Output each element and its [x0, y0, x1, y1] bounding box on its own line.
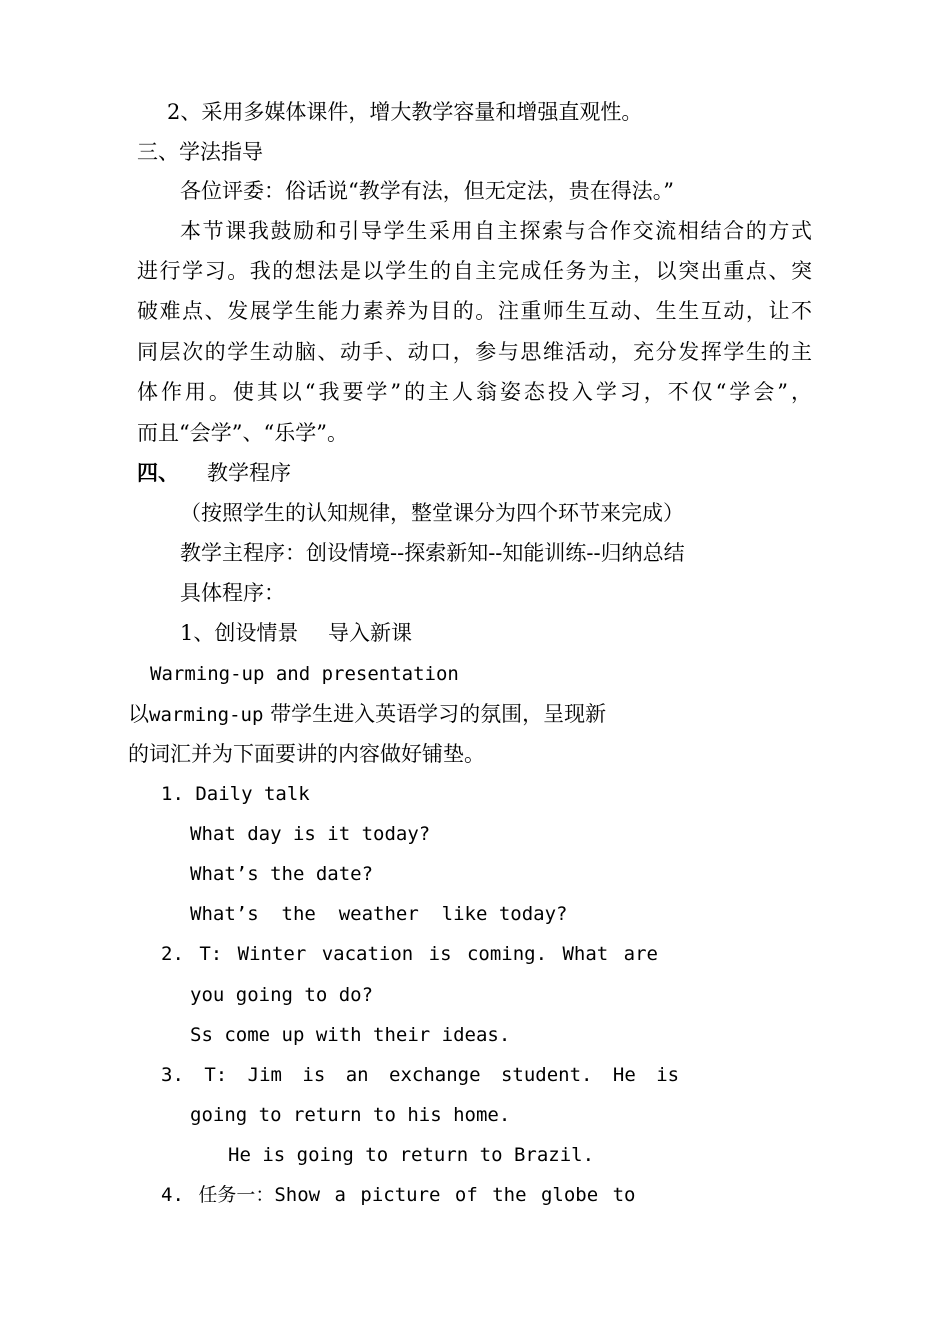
section-heading: 三、学法指导 — [137, 140, 263, 164]
text-line: 的词汇并为下面要讲的内容做好铺垫。 — [128, 742, 485, 766]
text-line: 2、采用多媒体课件，增大教学容量和增强直观性。 — [167, 100, 643, 124]
paragraph-line: 破难点、发展学生能力素养为目的。注重师生互动、生生互动，让不 — [137, 299, 812, 323]
text-segment: 以 — [128, 702, 149, 726]
paragraph-line: 体作用。使其以“我要学”的主人翁姿态投入学习，不仅“学会”， — [137, 380, 812, 404]
english-line: What day is it today? — [190, 823, 431, 845]
paragraph-line: 本节课我鼓励和引导学生采用自主探索与合作交流相结合的方式 — [180, 219, 812, 243]
english-line: Warming-up and presentation — [150, 663, 459, 685]
english-line: He is going to return to Brazil. — [228, 1144, 595, 1166]
english-line: What’s the weather like today? — [190, 903, 568, 925]
list-item: 4. 任务一：Show a picture of the globe to — [161, 1184, 636, 1206]
text-line: （按照学生的认知规律，整堂课分为四个环节来完成） — [180, 501, 684, 525]
list-item: 1. Daily talk — [161, 783, 310, 805]
paragraph-line: 而且“会学”、“乐学”。 — [137, 421, 348, 445]
list-item: 2. T: Winter vacation is coming. What are — [161, 943, 658, 965]
text-line: 教学主程序：创设情境--探索新知--知能训练--归纳总结 — [180, 541, 685, 565]
step-title: 1、创设情景 — [180, 621, 299, 645]
paragraph-line: 进行学习。我的想法是以学生的自主完成任务为主，以突出重点、突 — [137, 259, 812, 283]
section-number: 四、 — [137, 460, 179, 485]
text-line — [128, 701, 606, 728]
english-line: going to return to his home. — [190, 1104, 511, 1126]
text-line: 各位评委：俗话说“教学有法，但无定法，贵在得法。” — [180, 179, 674, 203]
section-heading: 教学程序 — [207, 461, 291, 485]
text-line: 具体程序： — [180, 581, 285, 605]
paragraph-line: 同层次的学生动脑、动手、动口，参与思维活动，充分发挥学生的主 — [137, 340, 812, 364]
step-subtitle: 导入新课 — [328, 621, 412, 645]
text-segment: 带学生进入英语学习的氛围，呈现新 — [263, 702, 607, 726]
english-line: What’s the date? — [190, 863, 374, 885]
list-item: 3. T: Jim is an exchange student. He is — [161, 1064, 680, 1086]
text-segment: warming-up — [149, 704, 264, 726]
english-line: Ss come up with their ideas. — [190, 1024, 511, 1046]
english-line: you going to do? — [190, 984, 374, 1006]
